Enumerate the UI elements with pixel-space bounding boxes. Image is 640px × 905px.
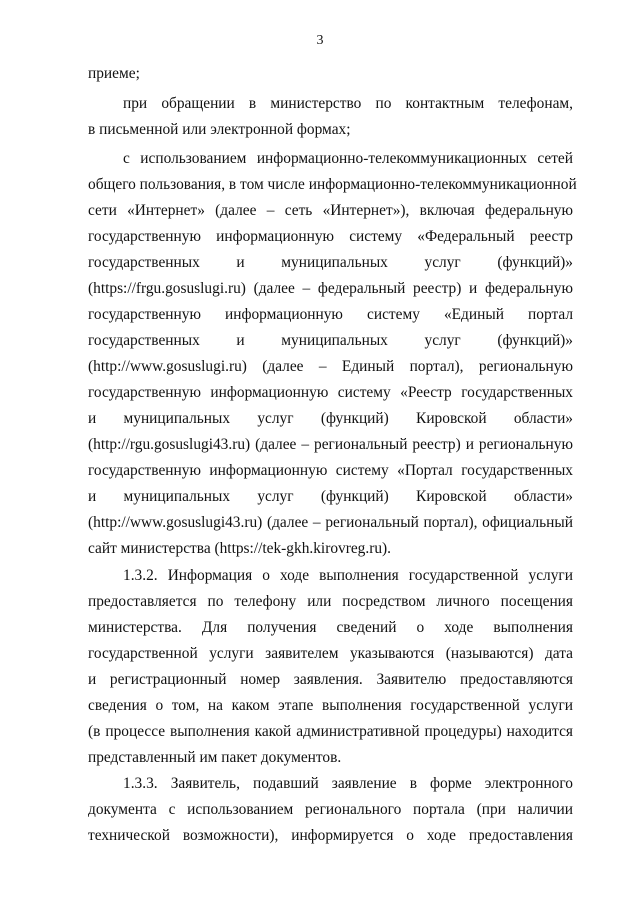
text-line: государственных и муниципальных услуг (функций)» xyxy=(88,254,573,271)
text-line: (http://rgu.gosuslugi43.ru) (далее – региональный реестр) и региональную xyxy=(88,436,573,453)
text-line: в письменной или электронной формах; xyxy=(88,121,351,138)
page-number: 3 xyxy=(316,33,324,48)
text-line: и муниципальных услуг (функций) Кировской области» xyxy=(88,410,573,427)
text-line: 1.3.3. Заявитель, подавший заявление в форме электронного xyxy=(123,775,573,792)
text-line: с использованием информационно-телекоммуникационных сетей xyxy=(123,150,573,167)
text-line: документа с использованием регионального портала (при наличии xyxy=(88,801,573,818)
text-line: государственную информационную систему «Реестр государственных xyxy=(88,384,573,401)
text-line: (http://www.gosuslugi.ru) (далее – Единый портал), региональную xyxy=(88,358,573,375)
text-line: государственную информационную систему «Единый портал xyxy=(88,306,573,323)
text-line: приеме; xyxy=(88,65,140,82)
text-line: технической возможности), информируется о ходе предоставления xyxy=(88,827,573,844)
text-line: и муниципальных услуг (функций) Кировской области» xyxy=(88,488,573,505)
text-line: министерства. Для получения сведений о ходе выполнения xyxy=(88,619,573,636)
text-line: представленный им пакет документов. xyxy=(88,749,342,766)
text-line: государственную информационную систему «Федеральный реестр xyxy=(88,228,573,245)
text-line: и регистрационный номер заявления. Заявителю предоставляются xyxy=(88,671,573,688)
text-line: общего пользования, в том числе информационно-телекоммуникационной xyxy=(88,176,577,193)
text-line: 1.3.2. Информация о ходе выполнения государственной услуги xyxy=(123,567,573,584)
text-line: предоставляется по телефону или посредством личного посещения xyxy=(88,593,573,610)
text-line: при обращении в министерство по контактным телефонам, xyxy=(123,95,573,112)
text-line: государственную информационную систему «Портал государственных xyxy=(88,462,573,479)
text-line: сети «Интернет» (далее – сеть «Интернет»), включая федеральную xyxy=(88,202,573,219)
text-line: (в процессе выполнения какой административной процедуры) находится xyxy=(88,723,573,740)
text-line: государственной услуги заявителем указываются (называются) дата xyxy=(88,645,573,662)
text-line: сведения о том, на каком этапе выполнения государственной услуги xyxy=(88,697,573,714)
text-line: (https://frgu.gosuslugi.ru) (далее – федеральный реестр) и федеральную xyxy=(88,280,573,297)
text-line: (http://www.gosuslugi43.ru) (далее – региональный портал), официальный xyxy=(88,514,573,531)
text-line: сайт министерства (https://tek-gkh.kirovreg.ru). xyxy=(88,540,392,557)
text-line: государственных и муниципальных услуг (функций)» xyxy=(88,332,573,349)
